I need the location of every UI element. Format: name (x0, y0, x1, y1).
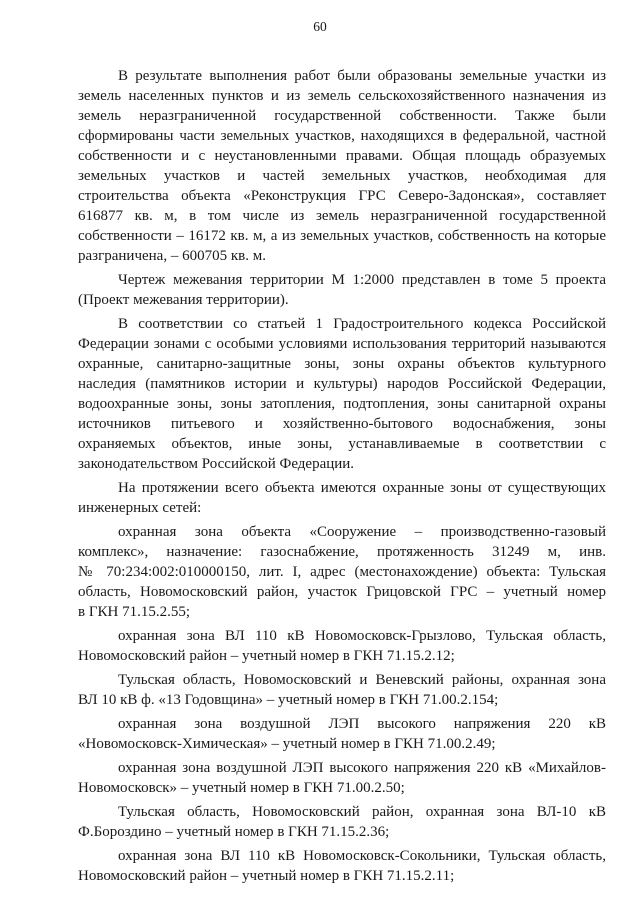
text-line: Новомосковский район – учетный номер в ГКН 71.15.2.11; (78, 868, 455, 884)
text-line: Новомосковск» – учетный номер в ГКН 71.00.2.50; (78, 780, 405, 796)
text-line: Тульская область, Новомосковский район, охранная зона ВЛ-10 кВ (118, 804, 606, 820)
text-line: Ф.Бороздино – учетный номер в ГКН 71.15.2.36; (78, 824, 390, 840)
text-line: охранные, санитарно-защитные зоны, зоны охраны объектов культурного (78, 356, 606, 372)
text-line: земельных участков и частей земельных участков, необходимая для (78, 168, 606, 184)
text-line: источников питьевого и хозяйственно-бытового водоснабжения, зоны (78, 416, 606, 432)
text-line: охранная зона ВЛ 110 кВ Новомосковск-Грызлово, Тульская область, (118, 628, 606, 644)
text-line: собственности и с неустановленными правами. Общая площадь образуемых (78, 148, 606, 164)
text-line: Чертеж межевания территории М 1:2000 представлен в томе 5 проекта (118, 272, 606, 288)
text-line: охранная зона объекта «Сооружение – производственно-газовый (118, 524, 606, 540)
text-line: разграничена, – 600705 кв. м. (78, 248, 266, 264)
paragraph (78, 714, 606, 754)
text-line: область, Новомосковский район, участок Грицовской ГРС – учетный номер (78, 584, 606, 600)
text-line: Новомосковский район – учетный номер в ГКН 71.15.2.12; (78, 648, 455, 664)
text-line: водоохранные зоны, зоны затопления, подтопления, зоны санитарной охраны (78, 396, 606, 412)
paragraph (78, 314, 606, 474)
text-line: сформированы части земельных участков, находящихся в федеральной, частной (78, 128, 606, 144)
text-line: охранная зона ВЛ 110 кВ Новомосковск-Сокольники, Тульская область, (118, 848, 606, 864)
text-line: «Новомосковск-Химическая» – учетный номер в ГКН 71.00.2.49; (78, 736, 496, 752)
text-line: земель неразграниченной государственной собственности. Также были (78, 108, 606, 124)
text-line: земель населенных пунктов и из земель сельскохозяйственного назначения из (78, 88, 606, 104)
text-line: инженерных сетей: (78, 500, 202, 516)
text-line: строительства объекта «Реконструкция ГРС Северо-Задонская», составляет (78, 188, 606, 204)
text-line: 616877 кв. м, в том числе из земель неразграниченной государственной (78, 208, 606, 224)
text-line: Тульская область, Новомосковский и Веневский районы, охранная зона (118, 672, 606, 688)
text-line: На протяжении всего объекта имеются охранные зоны от существующих (118, 480, 606, 496)
text-line: собственности – 16172 кв. м, а из земельных участков, собственность на которые (78, 228, 606, 244)
paragraph (78, 66, 606, 266)
text-line: (Проект межевания территории). (78, 292, 289, 308)
text-line: Федерации зонами с особыми условиями использования территорий называются (78, 336, 606, 352)
paragraph (78, 522, 606, 622)
text-line: В соответствии со статьей 1 Градостроительного кодекса Российской (118, 316, 606, 332)
paragraph (78, 670, 606, 710)
text-line: В результате выполнения работ были образованы земельные участки из (118, 68, 606, 84)
paragraph (78, 846, 606, 886)
text-line: ВЛ 10 кВ ф. «13 Годовщина» – учетный номер в ГКН 71.00.2.154; (78, 692, 499, 708)
text-line: законодательством Российской Федерации. (78, 456, 355, 472)
text-line: охранная зона воздушной ЛЭП высокого напряжения 220 кВ «Михайлов- (118, 760, 606, 776)
text-line: наследия (памятников истории и культуры) народов Российской Федерации, (78, 376, 606, 392)
text-line: комплекс», назначение: газоснабжение, протяженность 31249 м, инв. (78, 544, 606, 560)
paragraph (78, 270, 606, 310)
paragraph (78, 478, 606, 518)
paragraph (78, 802, 606, 842)
paragraph (78, 626, 606, 666)
text-line: в ГКН 71.15.2.55; (78, 604, 191, 620)
document-body (78, 66, 606, 890)
paragraph (78, 758, 606, 798)
text-line: охраняемых объектов, иные зоны, устанавливаемые в соответствии с (78, 436, 606, 452)
text-line: № 70:234:002:010000150, лит. I, адрес (местонахождение) объекта: Тульская (78, 564, 606, 580)
page-number: 60 (313, 19, 327, 34)
text-line: охранная зона воздушной ЛЭП высокого напряжения 220 кВ (118, 716, 606, 732)
